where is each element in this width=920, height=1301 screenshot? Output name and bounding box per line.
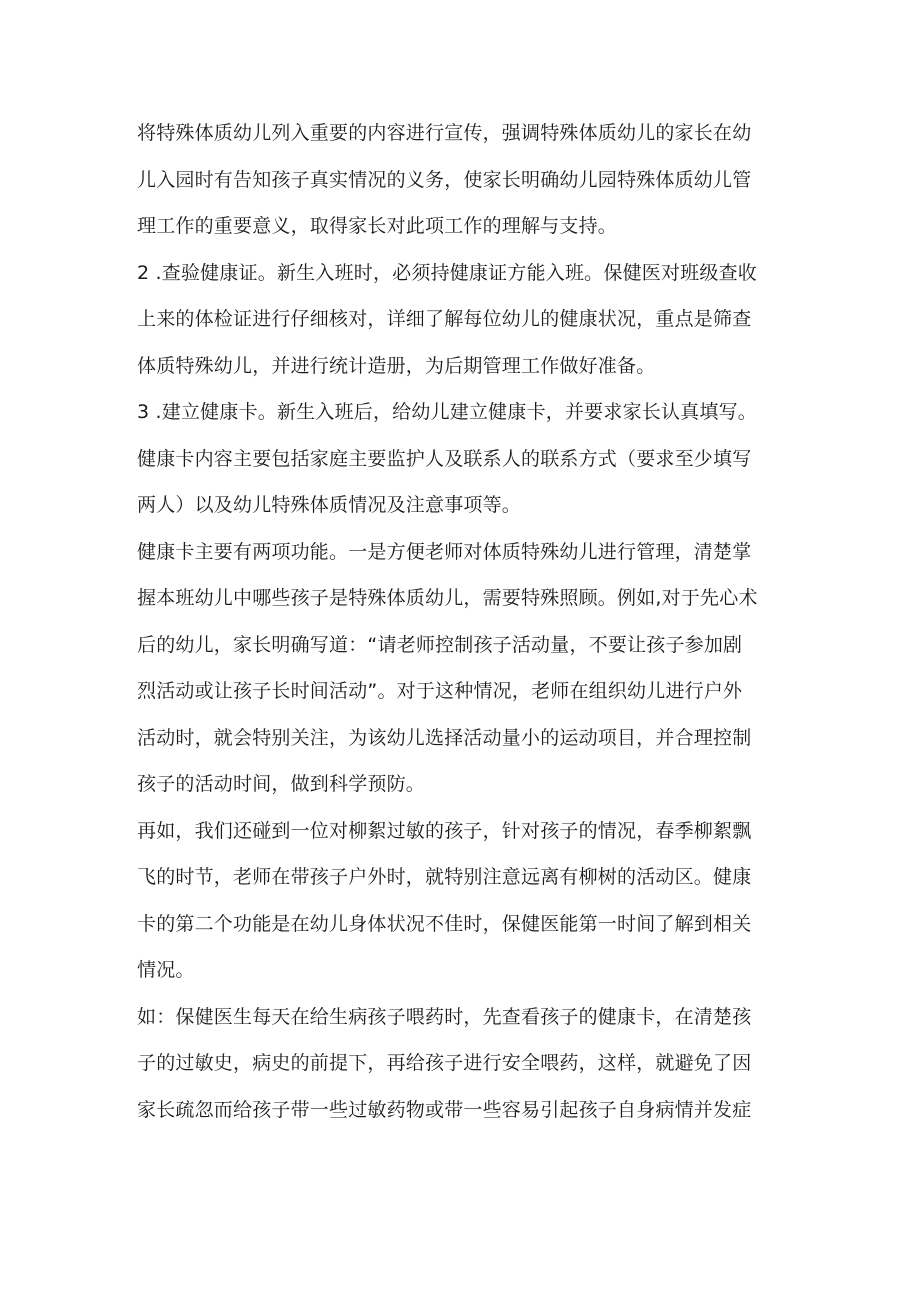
text-line: 体质特殊幼儿，并进行统计造册，为后期管理工作做好准备。 [137, 354, 656, 377]
text-line: 再如，我们还碰到一位对柳絮过敏的孩子，针对孩子的情况，春季柳絮飘 [137, 819, 752, 842]
text-line: 健康卡主要有两项功能。一是方便老师对体质特殊幼儿进行管理，清楚掌 [137, 540, 752, 563]
text-line: 将特殊体质幼儿列入重要的内容进行宣传，强调特殊体质幼儿的家长在幼 [137, 122, 752, 144]
text-line: 两人）以及幼儿特殊体质情况及注意事项等。 [137, 494, 522, 516]
text-line: 上来的体检证进行仔细核对，详细了解每位幼儿的健康状况，重点是筛查 [137, 308, 752, 330]
text-line: 烈活动或让孩子长时间活动”。对于这种情况，老师在组织幼儿进行户外 [137, 680, 743, 702]
text-line: 飞的时节，老师在带孩子户外时，就特别注意远离有柳树的活动区。健康 [137, 866, 752, 888]
text-line: 子的过敏史，病史的前提下，再给孩子进行安全喂药，这样，就避免了因 [137, 1052, 752, 1074]
text-line: 情况。 [137, 959, 195, 981]
text-line: 后的幼儿，家长明确写道：“请老师控制孩子活动量，不要让孩子参加剧 [137, 633, 743, 656]
text-line: 理工作的重要意义，取得家长对此项工作的理解与支持。 [137, 215, 618, 237]
text-line: 2 .查验健康证。新生入班时，必须持健康证方能入班。保健医对班级查收 [137, 261, 757, 284]
text-line: 儿入园时有告知孩子真实情况的义务，使家长明确幼儿园特殊体质幼儿管 [137, 168, 752, 191]
text-line: 如：保健医生每天在给生病孩子喂药时，先查看孩子的健康卡，在清楚孩 [137, 1005, 752, 1028]
text-line: 活动时，就会特别关注，为该幼儿选择活动量小的运动项目，并合理控制 [137, 726, 752, 749]
text-line: 3 .建立健康卡。新生入班后，给幼儿建立健康卡，并要求家长认真填写。 [137, 401, 757, 423]
body-text [137, 118, 797, 1141]
text-line: 握本班幼儿中哪些孩子是特殊体质幼儿，需要特殊照顾。例如,对于先心术 [137, 587, 758, 609]
text-line: 卡的第二个功能是在幼儿身体状况不佳时，保健医能第一时间了解到相关 [137, 912, 752, 935]
text-line: 孩子的活动时间，做到科学预防。 [137, 773, 426, 795]
text-line: 家长疏忽而给孩子带一些过敏药物或带一些容易引起孩子自身病情并发症 [137, 1098, 752, 1121]
text-line: 健康卡内容主要包括家庭主要监护人及联系人的联系方式（要求至少填写 [137, 447, 752, 470]
